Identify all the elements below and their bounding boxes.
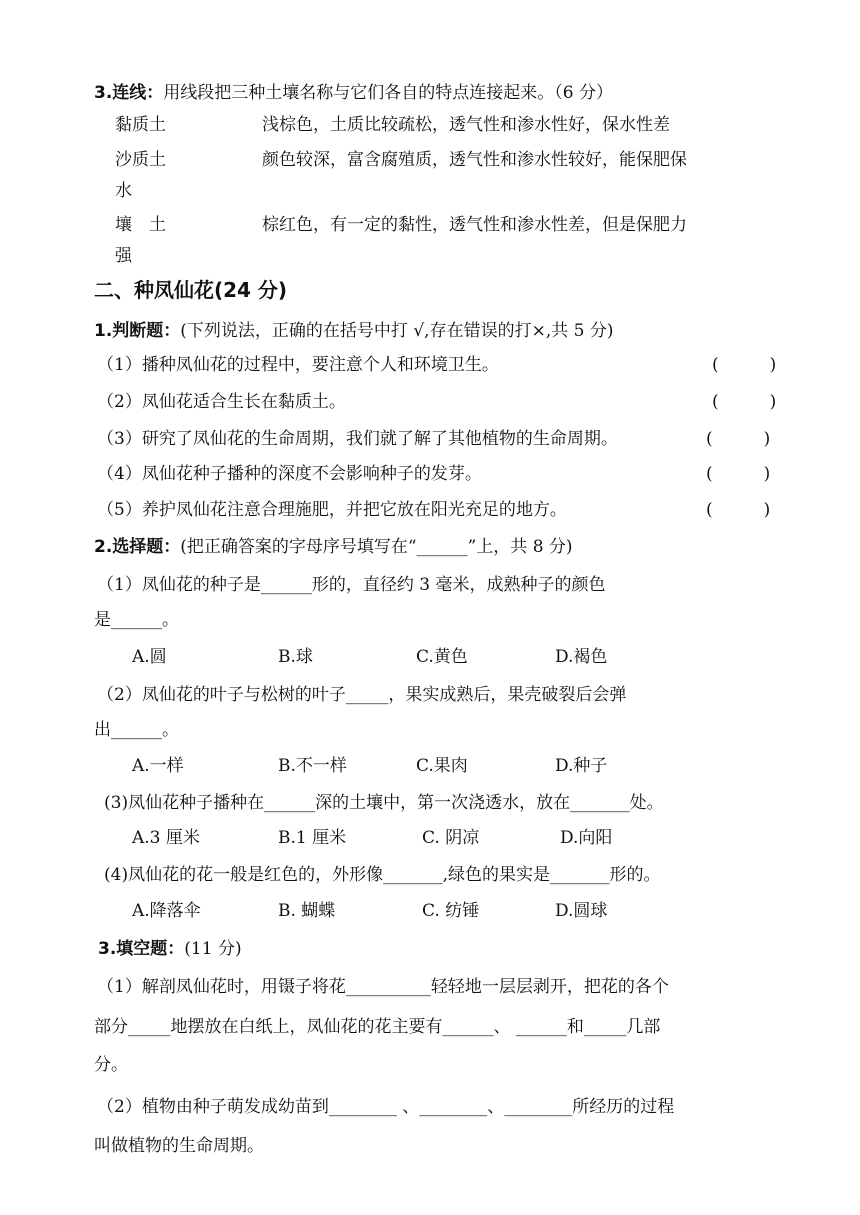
fill-instruction: (11 分) xyxy=(184,939,242,959)
judge-item-4: （4）凤仙花种子播种的深度不会影响种子的发芽。 xyxy=(97,464,482,484)
choice-q2-option-d: D.种子 xyxy=(555,756,608,776)
judge-item-3: （3）研究了凤仙花的生命周期，我们就了解了其他植物的生命周期。 xyxy=(97,429,618,449)
matching-heading: 3.连线： xyxy=(94,83,164,103)
choice-q3-option-d: D.向阳 xyxy=(560,828,613,848)
fill-question xyxy=(98,934,242,959)
fill-q1-line3: 分。 xyxy=(94,1055,128,1075)
judge-item-2: （2）凤仙花适合生长在黏质土。 xyxy=(97,392,346,412)
judge-answer-blank-3[interactable]: ( ) xyxy=(706,429,771,449)
fill-heading: 3.填空题： xyxy=(98,939,185,959)
soil-name-loam: 壤 土 xyxy=(115,215,166,235)
judge-answer-blank-4[interactable]: ( ) xyxy=(706,464,771,484)
choice-q3-option-b: B.1 厘米 xyxy=(278,828,347,848)
choice-q1-line1: （1）凤仙花的种子是______形的，直径约 3 毫米，成熟种子的颜色 xyxy=(97,575,606,595)
matching-question xyxy=(94,78,613,103)
judge-answer-blank-5[interactable]: ( ) xyxy=(706,500,771,520)
fill-q1-line2: 部分_____地摆放在白纸上，凤仙花的花主要有______、 ______和_____几部 xyxy=(94,1017,661,1037)
choice-q1-option-c: C.黄色 xyxy=(416,647,468,667)
judge-answer-blank-1[interactable]: ( ) xyxy=(712,355,777,375)
choice-heading: 2.选择题： xyxy=(94,537,181,557)
soil-feature-3: 棕红色，有一定的黏性，透气性和渗水性差，但是保肥力 xyxy=(262,215,687,235)
choice-instruction: (把正确答案的字母序号填写在“______”上，共 8 分) xyxy=(180,537,573,557)
choice-q4-line: (4)凤仙花的花一般是红色的，外形像_______,绿色的果实是_______形的。 xyxy=(104,865,661,885)
choice-q4-option-b: B. 蝴蝶 xyxy=(278,901,336,921)
choice-q2-option-b: B.不一样 xyxy=(278,756,347,776)
choice-q1-option-a: A.圆 xyxy=(132,647,167,667)
choice-q1-line2: 是______。 xyxy=(94,610,179,630)
choice-q2-option-a: A.一样 xyxy=(132,756,184,776)
soil-name-clay: 黏质土 xyxy=(115,115,166,135)
fill-q1-line1: （1）解剖凤仙花时，用镊子将花__________轻轻地一层层剥开，把花的各个 xyxy=(97,977,669,997)
choice-q1-option-d: D.褐色 xyxy=(555,647,608,667)
choice-q4-option-c: C. 纺锤 xyxy=(422,901,480,921)
choice-q3-option-c: C. 阴凉 xyxy=(422,828,480,848)
judge-item-1: （1）播种凤仙花的过程中，要注意个人和环境卫生。 xyxy=(97,355,499,375)
soil-feature-1: 浅棕色，土质比较疏松，透气性和渗水性好，保水性差 xyxy=(262,115,670,135)
soil-name-sand: 沙质土 xyxy=(115,150,166,170)
choice-q3-option-a: A.3 厘米 xyxy=(132,828,200,848)
judge-item-5: （5）养护凤仙花注意合理施肥，并把它放在阳光充足的地方。 xyxy=(97,500,567,520)
fill-q2-line1: （2）植物由种子萌发成幼苗到________ 、________、________所经历的过程 xyxy=(97,1097,675,1117)
judge-heading: 1.判断题： xyxy=(94,321,181,341)
choice-question xyxy=(94,532,573,557)
choice-q3-line: (3)凤仙花种子播种在______深的土壤中，第一次浇透水，放在_______处。 xyxy=(104,793,664,813)
soil-feature-3-wrap: 强 xyxy=(115,246,132,266)
choice-q1-option-b: B.球 xyxy=(278,647,313,667)
choice-q2-line2: 出______。 xyxy=(94,720,179,740)
judge-instruction: (下列说法，正确的在括号中打 √,存在错误的打×,共 5 分) xyxy=(180,321,614,341)
judge-answer-blank-2[interactable]: ( ) xyxy=(712,392,777,412)
soil-feature-2-wrap: 水 xyxy=(115,181,132,201)
soil-feature-2: 颜色较深，富含腐殖质，透气性和渗水性较好，能保肥保 xyxy=(262,150,687,170)
choice-q4-option-d: D.圆球 xyxy=(555,901,608,921)
judge-question xyxy=(94,316,613,341)
fill-q2-line2: 叫做植物的生命周期。 xyxy=(94,1136,264,1156)
section-title: 二、种凤仙花(24 分) xyxy=(94,278,288,302)
choice-q4-option-a: A.降落伞 xyxy=(132,901,201,921)
matching-instruction: 用线段把三种土壤名称与它们各自的特点连接起来。（6 分） xyxy=(163,83,614,103)
choice-q2-line1: （2）凤仙花的叶子与松树的叶子_____，果实成熟后，果壳破裂后会弹 xyxy=(97,685,627,705)
choice-q2-option-c: C.果肉 xyxy=(416,756,468,776)
